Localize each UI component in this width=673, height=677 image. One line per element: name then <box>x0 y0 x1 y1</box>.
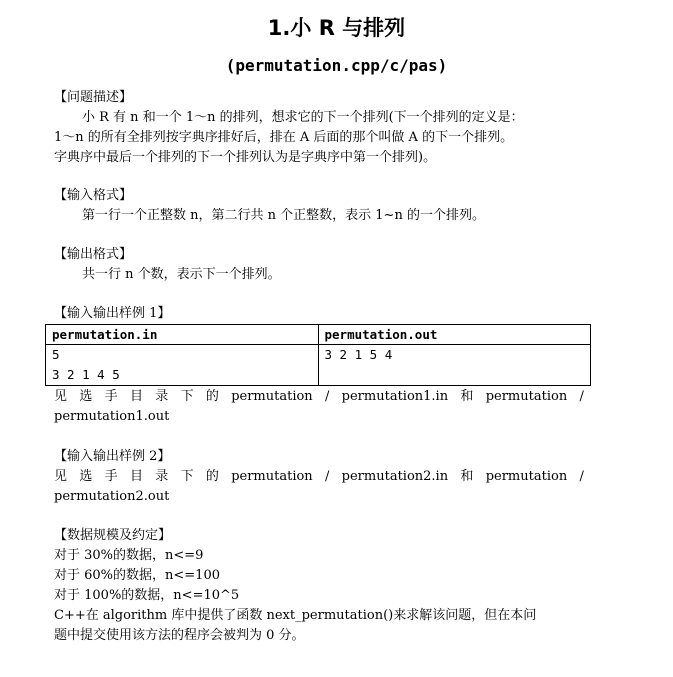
problem-title: 1.小 R 与排列 <box>267 16 406 40</box>
note-word: 手 <box>104 389 118 404</box>
constraint-line: 对于 100%的数据，n<=10^5 <box>54 588 240 603</box>
sample2-heading: 【输入输出样例 2】 <box>54 449 171 464</box>
sample1-in-header: permutation.in <box>46 325 319 345</box>
sample1-heading: 【输入输出样例 1】 <box>54 306 171 321</box>
output-format-text: 共一行 n 个数，表示下一个排列。 <box>82 267 281 282</box>
sample1-table <box>45 324 591 386</box>
description-line: 1～n 的所有全排列按字典序排好后，排在 A 后面的那个叫做 A 的下一个排列。 <box>54 130 514 145</box>
description-line: 字典序中最后一个排列的下一个排列认为是字典序中第一个排列)。 <box>54 150 437 165</box>
note-word: 的 <box>205 389 219 404</box>
constraint-line: 对于 60%的数据，n<=100 <box>54 568 220 583</box>
note-word: 的 <box>205 469 219 484</box>
description-heading: 【问题描述】 <box>54 90 133 105</box>
constraint-line: 对于 30%的数据，n<=9 <box>54 548 204 563</box>
problem-filename: (permutation.cpp/c/pas) <box>225 56 448 75</box>
note-word: / <box>579 389 584 404</box>
output-format-heading: 【输出格式】 <box>54 247 133 262</box>
constraint-line: 题中提交使用该方法的程序会被判为 0 分。 <box>54 628 305 643</box>
sample1-input-line: 3 2 1 4 5 <box>52 367 120 382</box>
note-word: permutation <box>231 389 313 404</box>
note-word: permutation2.in <box>341 469 449 484</box>
sample1-input-cell <box>46 345 319 386</box>
note-word: permutation1.in <box>341 389 449 404</box>
note-word: permutation <box>231 469 313 484</box>
input-format-heading: 【输入格式】 <box>54 188 133 203</box>
note-word: 手 <box>104 469 118 484</box>
note-word: / <box>324 469 330 484</box>
note-word: 录 <box>155 389 169 404</box>
sample2-note <box>54 467 584 487</box>
sample2-note-line2: permutation2.out <box>54 489 170 504</box>
sample1-output-line: 3 2 1 5 4 <box>324 347 393 362</box>
note-word: 选 <box>79 389 93 404</box>
sample1-note-line2: permutation1.out <box>54 409 170 424</box>
constraints-heading: 【数据规模及约定】 <box>54 528 172 543</box>
input-format-text: 第一行一个正整数 n，第二行共 n 个正整数，表示 1~n 的一个排列。 <box>82 208 485 223</box>
note-word: permutation <box>485 389 568 404</box>
note-word: 目 <box>129 469 143 484</box>
note-word: 目 <box>129 389 143 404</box>
note-word: 和 <box>460 469 474 484</box>
note-word: permutation <box>485 469 568 484</box>
sample1-input-line: 5 <box>52 347 60 362</box>
constraint-line: C++在 algorithm 库中提供了函数 next_permutation()来求解该问题，但在本问 <box>54 608 537 623</box>
note-word: / <box>579 469 584 484</box>
note-word: 选 <box>79 469 93 484</box>
sample1-out-header: permutation.out <box>318 325 591 345</box>
sample1-note <box>54 387 584 407</box>
sample1-output-cell <box>318 345 591 386</box>
note-word: 下 <box>180 389 194 404</box>
note-word: 见 <box>54 389 68 404</box>
note-word: 见 <box>54 469 68 484</box>
note-word: 和 <box>460 389 474 404</box>
note-word: / <box>324 389 330 404</box>
note-word: 录 <box>155 469 169 484</box>
note-word: 下 <box>180 469 194 484</box>
description-line: 小 R 有 n 和一个 1～n 的排列，想求它的下一个排列(下一个排列的定义是： <box>82 110 524 125</box>
